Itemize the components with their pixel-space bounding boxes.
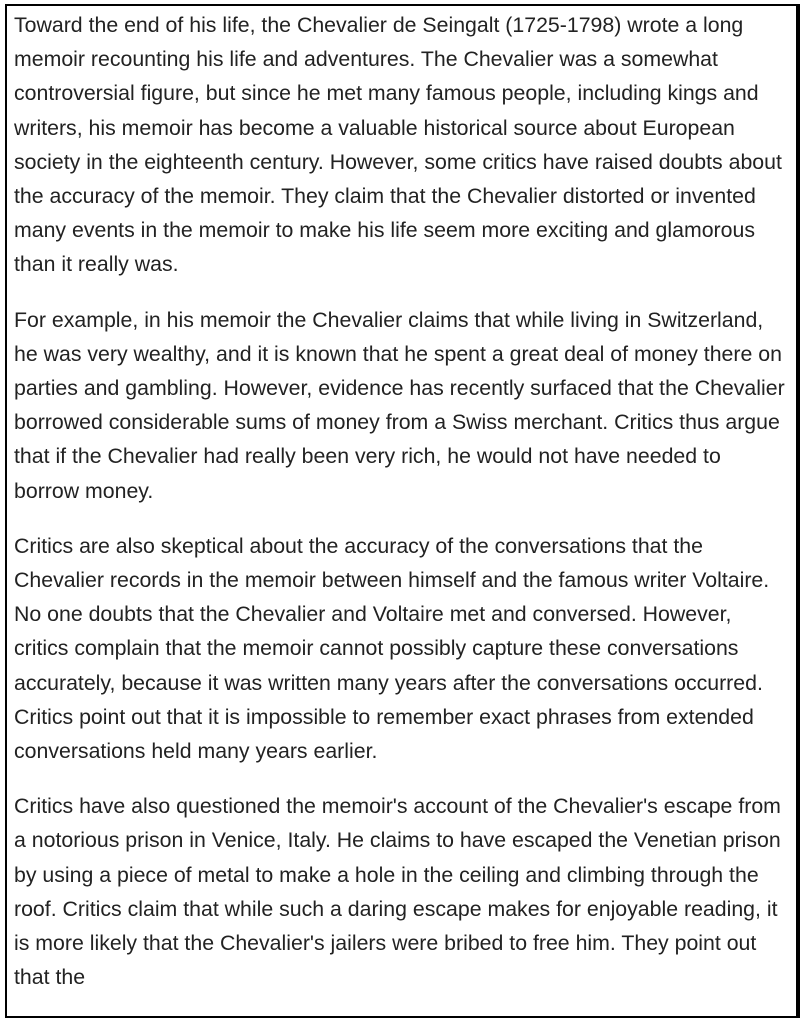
paragraph-2: For example, in his memoir the Chevalier claims that while living in Switzerland, he was very wealthy, and it is known that he spent a great deal of money there on parties and gambling. However, evidence has recently surfaced that the Chevalier borrowed considerable sums of money from a Swiss merchant. Critics thus argue that if the Chevalier had really been very rich, he would not have needed to borrow money. xyxy=(14,307,785,503)
paragraph-4: Critics have also questioned the memoir's account of the Chevalier's escape from a notorious prison in Venice, Italy. He claims to have escaped the Venetian prison by using a piece of metal to make a hole in the ceiling and climbing through the roof. Critics claim that while such a daring escape makes for enjoyable reading, it is more likely that the Chevalier's jailers were bribed to free him. They point out that the xyxy=(14,794,781,990)
paragraph-1: Toward the end of his life, the Chevalier de Seingalt (1725-1798) wrote a long memoir recounting his life and adventures. The Chevalier was a somewhat controversial figure, but since he met many famous people, including kings and writers, his memoir has become a valuable historical source about European society in the eighteenth century. However, some critics have raised doubts about the accuracy of the memoir. They claim that the Chevalier distorted or invented many events in the memoir to make his life seem more exciting and glamorous than it really was. xyxy=(14,13,782,277)
paragraph-3: Critics are also skeptical about the accuracy of the conversations that the Chevalier records in the memoir between himself and the famous writer Voltaire. No one doubts that the Chevalier and Voltaire met and conversed. However, critics complain that the memoir cannot possibly capture these conversations accurately, because it was written many years after the conversations occurred. Critics point out that it is impossible to remember exact phrases from extended conversations held many years earlier. xyxy=(14,533,770,764)
reading-passage xyxy=(7,6,796,994)
reading-passage-panel[interactable] xyxy=(5,4,800,1018)
